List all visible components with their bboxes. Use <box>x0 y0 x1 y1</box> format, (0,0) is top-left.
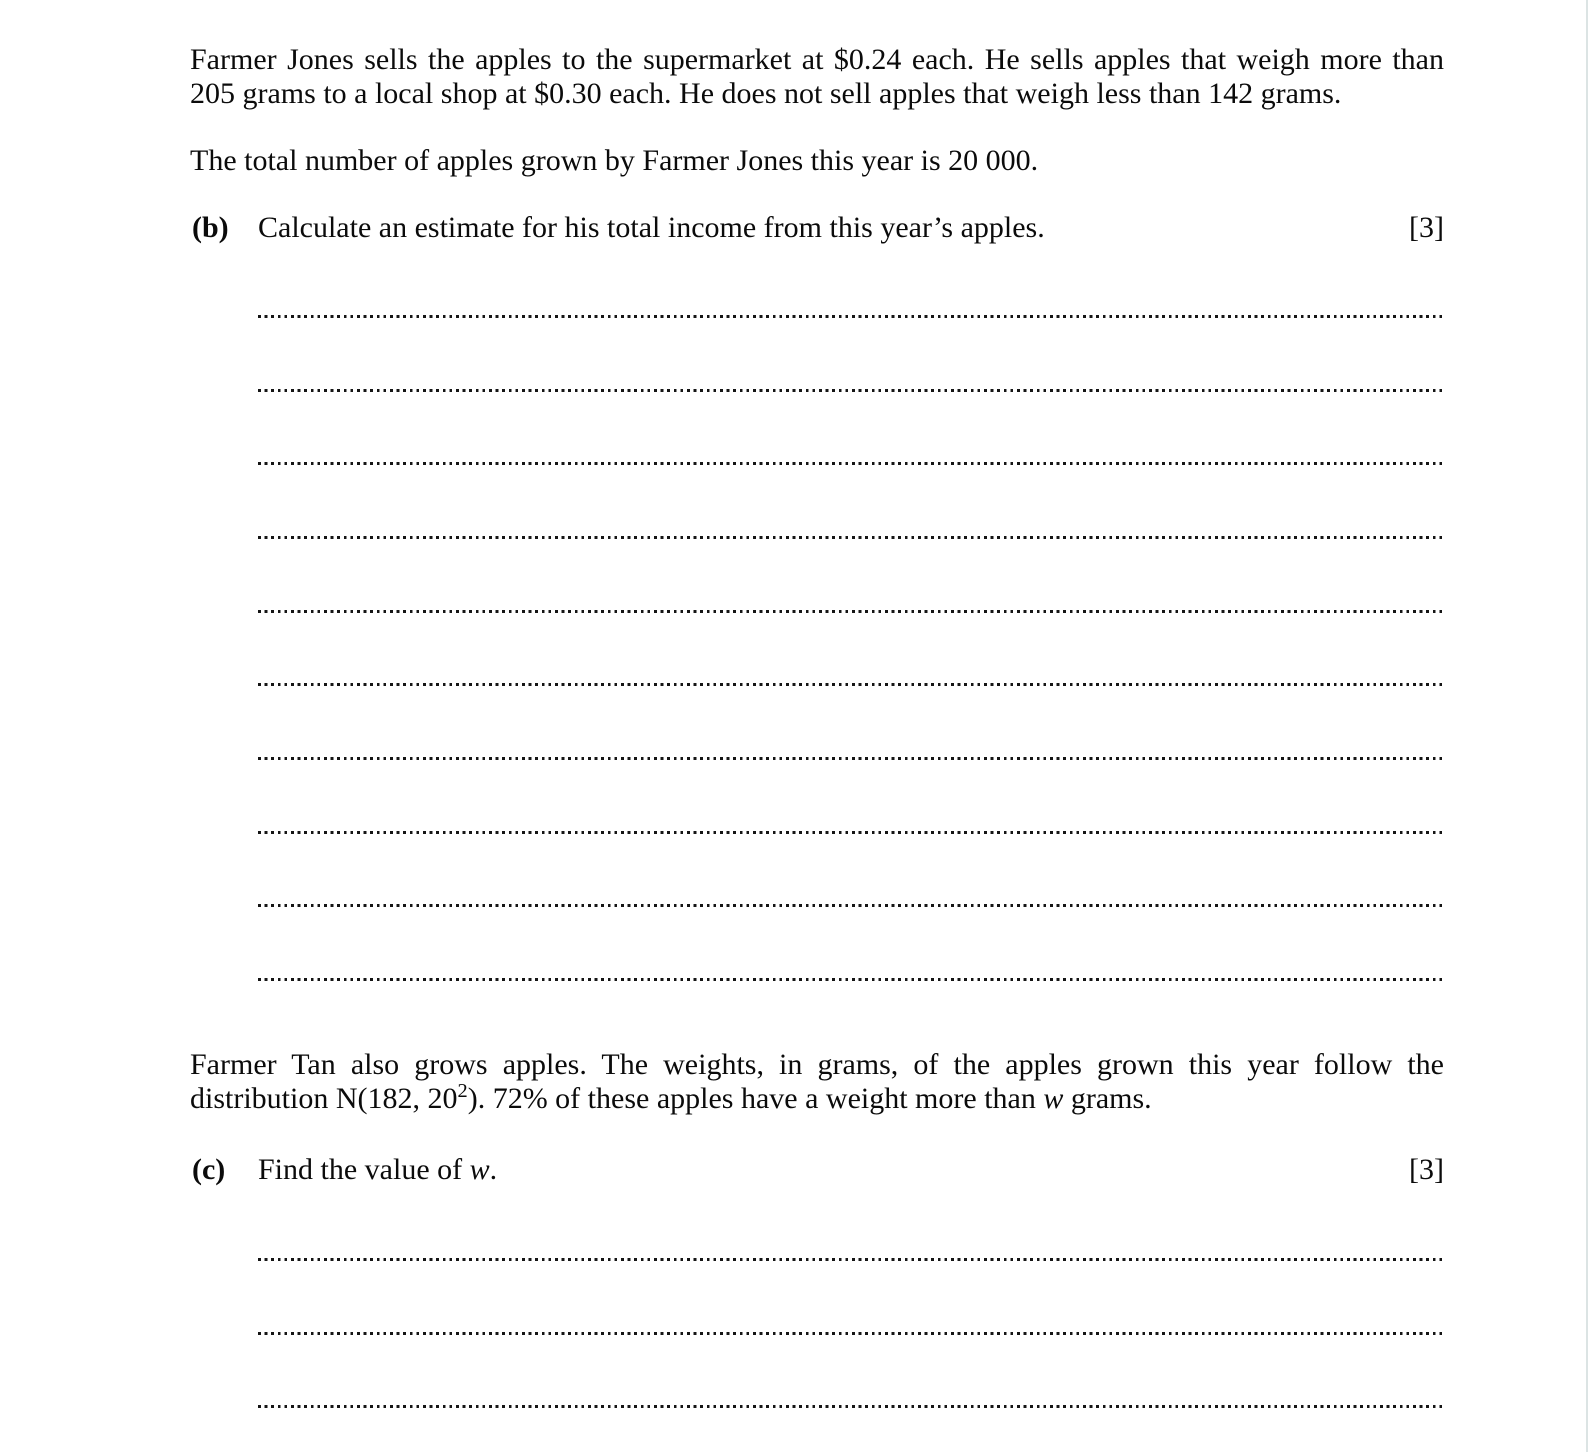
part-b-answer-lines <box>190 315 1444 982</box>
part-b-label: (b) <box>192 211 229 244</box>
answer-dotted-line <box>258 831 1444 834</box>
total-apples-paragraph <box>190 144 1444 178</box>
farmer-tan-line-2 <box>190 1079 1444 1119</box>
distribution-text: distribution N(182, 20 <box>190 1082 458 1115</box>
answer-dotted-line <box>258 536 1444 539</box>
grams-text: grams. <box>1063 1082 1152 1115</box>
answer-dotted-line <box>258 315 1444 318</box>
part-c-mark: [3] <box>1409 1153 1444 1186</box>
answer-dotted-line <box>258 1405 1444 1408</box>
intro-line-1: Farmer Jones sells the apples to the supermarket at $0.24 each. He sells apples that weigh more than <box>190 43 1444 76</box>
answer-dotted-line <box>258 389 1444 392</box>
part-c-question-period: . <box>489 1153 498 1186</box>
answer-dotted-line <box>258 904 1444 907</box>
part-b-row <box>190 211 1444 245</box>
answer-dotted-line <box>258 1332 1444 1335</box>
variable-w: w <box>1043 1082 1064 1115</box>
part-c-row <box>190 1153 1444 1187</box>
farmer-tan-line-1: Farmer Tan also grows apples. The weights, in grams, of the apples grown this year follow the <box>190 1048 1444 1081</box>
total-apples-text: The total number of apples grown by Farmer Jones this year is 20 000. <box>190 144 1039 177</box>
percent-text: ). 72% of these apples have a weight more than <box>467 1082 1044 1115</box>
answer-dotted-line <box>258 757 1444 760</box>
farmer-tan-paragraph <box>190 1048 1444 1119</box>
answer-dotted-line <box>258 683 1444 686</box>
answer-dotted-line <box>258 610 1444 613</box>
part-c-answer-lines <box>190 1258 1444 1410</box>
part-b-mark: [3] <box>1409 211 1444 244</box>
part-c-question-text: Find the value of <box>258 1153 470 1186</box>
answer-dotted-line <box>258 1258 1444 1261</box>
intro-paragraph <box>190 43 1444 111</box>
answer-dotted-line <box>258 978 1444 981</box>
part-b-question: Calculate an estimate for his total income from this year’s apples. <box>258 211 1045 244</box>
squared-superscript: 2 <box>457 1079 468 1102</box>
answer-dotted-line <box>258 462 1444 465</box>
question-content <box>190 0 1444 1452</box>
part-c-question <box>258 1153 497 1187</box>
variable-w: w <box>469 1153 490 1186</box>
intro-line-2: 205 grams to a local shop at $0.30 each. He does not sell apples that weigh less than 142 grams. <box>190 77 1342 110</box>
part-c-label: (c) <box>192 1153 226 1186</box>
